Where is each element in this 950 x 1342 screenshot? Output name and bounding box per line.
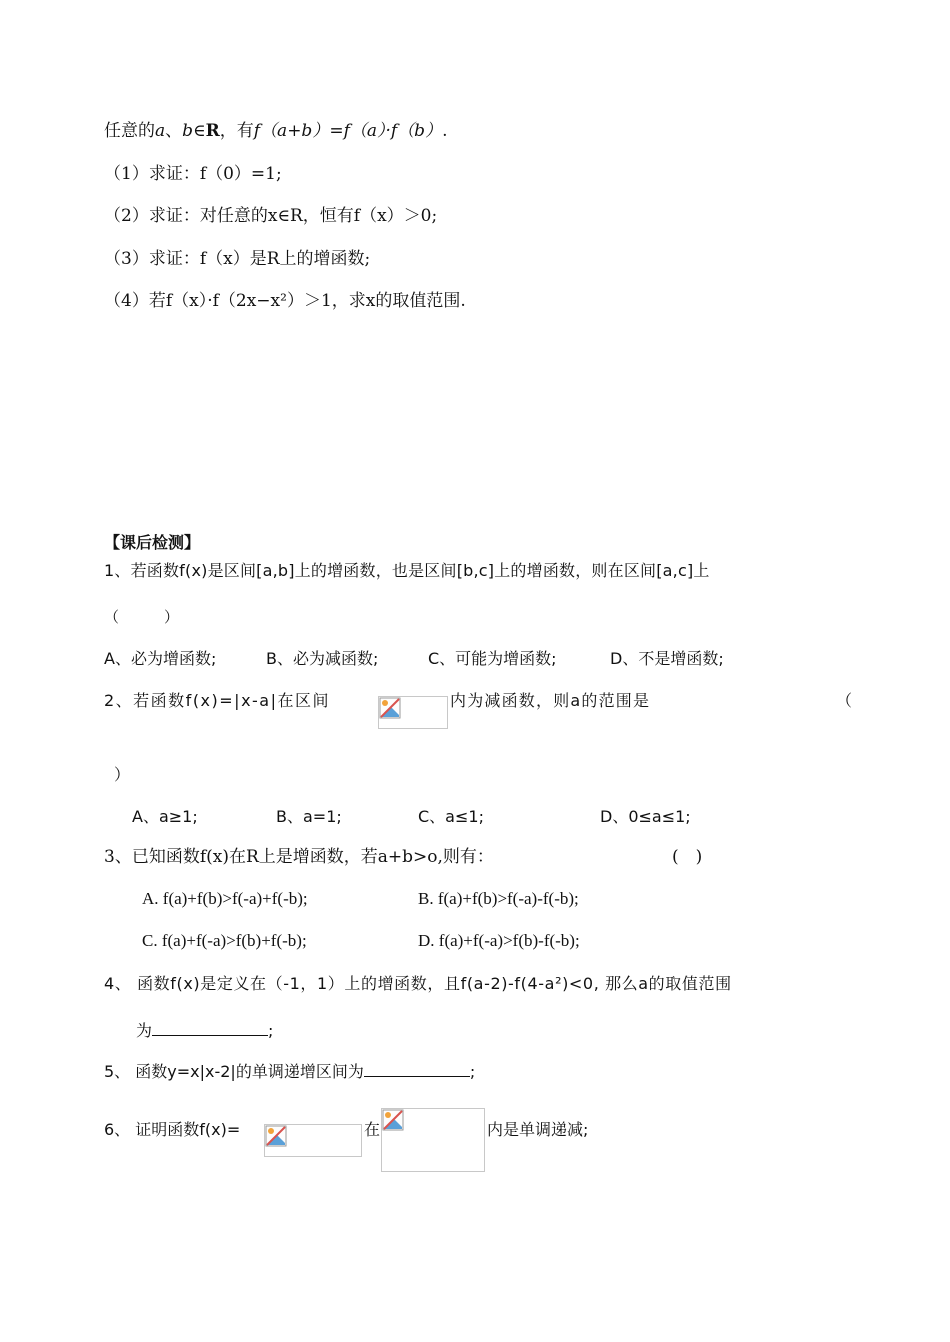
intro-sep: 、 bbox=[165, 121, 183, 141]
q2-interval-image bbox=[378, 696, 448, 729]
intro-formula: f（a+b）=f（a）·f（b） bbox=[253, 121, 443, 141]
var-b: b bbox=[182, 121, 194, 141]
q6-text-mid: 在 bbox=[364, 1120, 381, 1139]
q4-text: 4、 函数f(x)是定义在（-1，1）上的增函数，且f(a-2)-f(4-a²)<0, 那么a的取值范围 bbox=[104, 974, 732, 993]
q2-option-d: D、0≤a≤1; bbox=[600, 807, 691, 826]
q1-option-d: D、不是增函数; bbox=[610, 649, 724, 668]
q4-answer-blank[interactable] bbox=[152, 1021, 268, 1036]
q2-paren-open: （ bbox=[836, 691, 853, 710]
broken-image-icon bbox=[382, 1109, 404, 1131]
proof-2: （2）求证：对任意的x∈R，恒有f（x）＞0; bbox=[104, 206, 438, 226]
broken-image-icon bbox=[265, 1125, 287, 1147]
q3-option-a: A. f(a)+f(b)>f(-a)+f(-b); bbox=[142, 889, 308, 908]
q1-option-a: A、必为增函数; bbox=[104, 649, 217, 668]
q3-text: 3、已知函数f(x)在R上是增函数，若a+b>o,则有： bbox=[104, 847, 494, 867]
real-set: R bbox=[205, 121, 220, 141]
q5-suffix: ; bbox=[469, 1062, 476, 1081]
q1-option-b: B、必为减函数; bbox=[266, 649, 379, 668]
proof-1: （1）求证：f（0）=1; bbox=[104, 164, 282, 184]
q2-option-c: C、a≤1; bbox=[418, 807, 484, 826]
intro-prefix: 任意的 bbox=[104, 121, 155, 141]
q5-text: 5、 函数y=x|x-2|的单调递增区间为 bbox=[104, 1062, 364, 1081]
q6-function-image bbox=[264, 1124, 362, 1157]
proof-4: （4）若f（x）·f（2x−x²）＞1，求x的取值范围. bbox=[104, 291, 466, 311]
q6-text-before: 6、 证明函数f(x)= bbox=[104, 1120, 241, 1139]
proof-3: （3）求证：f（x）是R上的增函数; bbox=[104, 249, 371, 269]
q5-line bbox=[104, 1061, 475, 1083]
q3-option-d: D. f(a)+f(-a)>f(b)-f(-b); bbox=[418, 931, 580, 950]
q1-answer-paren: （ ） bbox=[104, 608, 180, 626]
q2-option-a: A、a≥1; bbox=[132, 807, 198, 826]
q1-option-c: C、可能为增函数; bbox=[428, 649, 557, 668]
intro-mid: ，有 bbox=[219, 121, 254, 141]
q3-answer-paren: ( ) bbox=[672, 847, 703, 867]
in-symbol: ∈ bbox=[193, 121, 206, 141]
var-a: a bbox=[155, 121, 166, 141]
q2-text-after: 内为减函数，则a的范围是 bbox=[450, 691, 651, 710]
q1-text: 1、若函数f(x)是区间[a,b]上的增函数，也是区间[b,c]上的增函数，则在区间[a,c]上 bbox=[104, 561, 710, 580]
q4-line2 bbox=[136, 1020, 273, 1042]
q6-interval-image bbox=[381, 1108, 485, 1172]
q4-suffix: ; bbox=[268, 1021, 274, 1040]
q2-paren-close: ） bbox=[114, 765, 131, 784]
intro-end: . bbox=[442, 121, 448, 141]
q6-text-after: 内是单调递减; bbox=[487, 1120, 589, 1139]
section-title: 【课后检测】 bbox=[104, 533, 201, 552]
q4-prefix: 为 bbox=[136, 1021, 153, 1040]
broken-image-icon bbox=[379, 697, 401, 719]
q2-text-before: 2、若函数f(x)=|x-a|在区间 bbox=[104, 691, 331, 710]
q5-answer-blank[interactable] bbox=[364, 1062, 470, 1077]
q3-option-c: C. f(a)+f(-a)>f(b)+f(-b); bbox=[142, 931, 307, 950]
q2-option-b: B、a=1; bbox=[276, 807, 342, 826]
intro-line bbox=[104, 120, 447, 142]
q3-option-b: B. f(a)+f(b)>f(-a)-f(-b); bbox=[418, 889, 579, 908]
